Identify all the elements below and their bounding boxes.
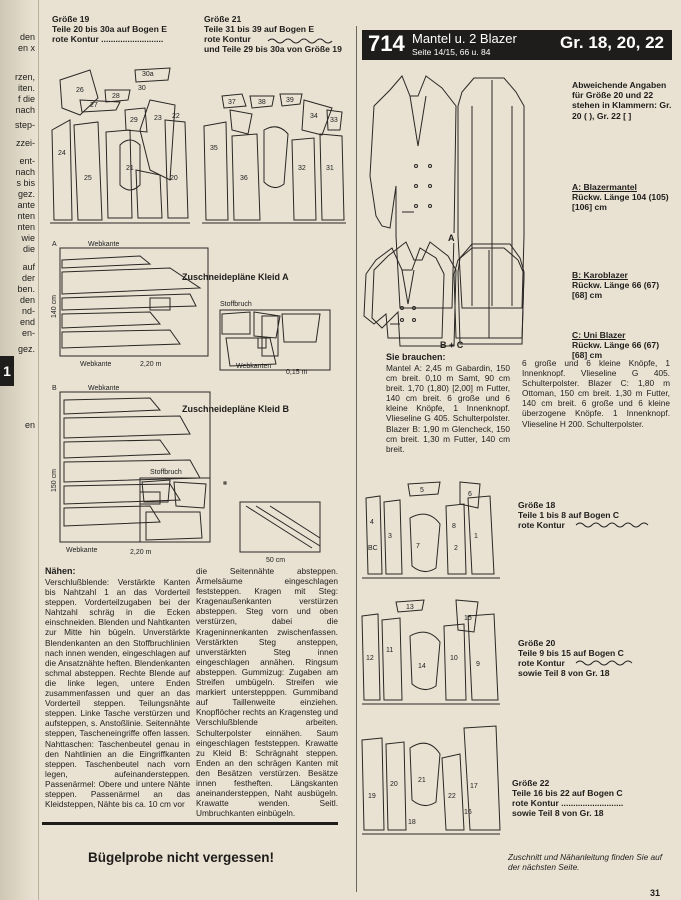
size22-line1: Teile 16 bis 22 auf Bogen C xyxy=(512,788,623,798)
plan-b-width-small: 50 cm xyxy=(266,557,286,564)
plan-b-corner: B xyxy=(52,385,57,392)
size18-line1: Teile 1 bis 8 auf Bogen C xyxy=(518,510,620,520)
piece-label: 39 xyxy=(286,97,294,104)
variant-note: Abweichende Angaben für Größe 20 und 22 stehen in Klammern: Gr. 20 ( ), Gr. 22 [ ] xyxy=(572,80,672,121)
size19-title: Größe 19 xyxy=(52,14,90,24)
size21-line3: und Teile 29 bis 30a von Größe 19 xyxy=(204,44,342,54)
piece-label: 20 xyxy=(390,781,398,788)
wavy-contour-mark xyxy=(576,522,648,528)
piece-label: 22 xyxy=(172,113,180,120)
page-number: 31 xyxy=(650,888,661,898)
size21-line1: Teile 31 bis 39 auf Bogen E xyxy=(204,24,315,34)
gutter-text: zzei- xyxy=(15,138,35,148)
piece-label: 30 xyxy=(138,85,146,92)
sewing-heading: Nähen: xyxy=(45,566,76,576)
piece-label: 1 xyxy=(474,533,478,540)
variant-b-desc: Rückw. Länge 66 (67) [68] cm xyxy=(572,280,660,301)
piece-label: 21 xyxy=(418,777,426,784)
piece-label: 30a xyxy=(142,71,154,78)
pattern-number: 714 xyxy=(368,31,405,56)
piece-label: 36 xyxy=(240,175,248,182)
gutter-text: nten xyxy=(17,211,35,221)
piece-label: 37 xyxy=(228,99,236,106)
piece-label: 6 xyxy=(468,491,472,498)
plan-a-selvage: Webkante xyxy=(88,241,120,248)
variant-label-a: A xyxy=(448,233,455,243)
pattern-pieces-size22 xyxy=(360,718,506,838)
piece-label: 19 xyxy=(368,793,376,800)
variant-c-title: C: Uni Blazer xyxy=(572,330,626,340)
piece-label: 26 xyxy=(76,87,84,94)
plan-a-corner: A xyxy=(52,241,57,248)
gutter-text: s bis xyxy=(16,178,35,188)
previous-page-gutter xyxy=(0,0,39,900)
piece-label: 11 xyxy=(386,647,394,654)
size20-line3: sowie Teil 8 von Gr. 18 xyxy=(518,668,610,678)
size19-line2: rote Kontur .......................... xyxy=(52,34,164,44)
piece-label: 32 xyxy=(298,165,306,172)
materials-column-2: 6 große und 6 kleine Knöpfe, 1 Innenknopf. Vlieseline G 405. Schulterpolster. Blazer C: 1,80 m Ottoman, 150 cm breit. 1,30 m Futter, 140 cm breit. 6 große und 6 kleine überzogene Knöpfe. 1 Innenknopf. Vlieseline H 200. Schulterpolster. xyxy=(522,358,670,429)
plan-a-fold: Stoffbruch xyxy=(220,301,252,308)
gutter-text: nach xyxy=(15,167,35,177)
gutter-text: auf xyxy=(22,262,35,272)
size20-line2: rote Kontur xyxy=(518,658,565,668)
piece-label: 27 xyxy=(90,102,98,109)
plan-a-height: 140 cm xyxy=(51,295,58,318)
size22-line3: sowie Teil 8 von Gr. 18 xyxy=(512,808,604,818)
size22-line2: rote Kontur .......................... xyxy=(512,798,624,808)
size20-line1: Teile 9 bis 15 auf Bogen C xyxy=(518,648,624,658)
column-divider xyxy=(356,26,357,892)
gutter-text: nten xyxy=(17,222,35,232)
footer-note: Zuschnitt und Nähanleitung finden Sie auf der nächsten Seite. xyxy=(508,852,663,872)
piece-label: 18 xyxy=(408,819,416,826)
variant-a-desc: Rückw. Länge 104 (105) [106] cm xyxy=(572,192,669,213)
plan-b-selvage-bottom: Webkante xyxy=(66,547,98,554)
plan-a-width-small: 0,15 m xyxy=(286,369,308,376)
piece-label: 34 xyxy=(310,113,318,120)
gutter-text: end xyxy=(19,317,35,327)
piece-label: 29 xyxy=(130,117,138,124)
piece-label: 25 xyxy=(84,175,92,182)
piece-label: 24 xyxy=(58,150,66,157)
gutter-text: en- xyxy=(21,328,35,338)
gutter-text: f die xyxy=(17,94,35,104)
pattern-pages: Seite 14/15, 66 u. 84 xyxy=(412,47,491,57)
piece-label: 31 xyxy=(326,165,334,172)
cutting-plan-a xyxy=(50,238,350,378)
piece-label: BC xyxy=(368,545,378,552)
gutter-text: ent- xyxy=(19,156,35,166)
gutter-text: den xyxy=(19,32,35,42)
gutter-text: gez. xyxy=(17,189,35,199)
pattern-pieces-size20 xyxy=(360,596,506,708)
gutter-text: en x xyxy=(17,43,35,53)
variant-label-bc: B + C xyxy=(440,340,464,350)
size18-line2: rote Kontur xyxy=(518,520,565,530)
piece-label: 2 xyxy=(454,545,458,552)
gutter-text: nach xyxy=(15,105,35,115)
pattern-pieces-size21 xyxy=(202,90,352,230)
plan-a-title: Zuschneidepläne Kleid A xyxy=(182,272,289,282)
piece-label: 4 xyxy=(370,519,374,526)
plan-b-title: Zuschneidepläne Kleid B xyxy=(182,404,290,414)
pattern-pieces-size19 xyxy=(50,60,195,230)
gutter-text: wie xyxy=(21,233,35,243)
size19-line1: Teile 20 bis 30a auf Bogen E xyxy=(52,24,167,34)
gutter-text: rzen, xyxy=(14,72,35,82)
size18-title: Größe 18 xyxy=(518,500,556,510)
plan-a-selvage-bottom: Webkante xyxy=(80,361,112,368)
plan-b-height: 150 cm xyxy=(51,469,58,492)
gutter-text: der xyxy=(21,273,35,283)
sewing-column-1: Verschlußblende: Verstärkte Kanten bis Nahtzahl 1 an das Vorderteil steppen. Vorderteilzugaben bei der Nahtzahl schräg in die Ecken einschneiden. Blenden und Nahtkanten zur Mitte hin bügeln. Unverstärkte Blendenkanten an den Stoffbruchlinien nach innen wenden, eingeschlagen auf die Ansatznähte heften. Blendenkanten schmal absteppen. Rechte Blende auf die linke legen, untere Enden zusammenfassen und quer an das Vorderteil steppen. Teilungsnähte steppen. Linke Tasche verstürzen und aufsteppen, s. Anstoßlinie. Seitennähte steppen, Tascheneingriffe offen lassen. Nahttaschen: Taschenbeutel genau in den Nahtlinien an die Eingriffkanten steppen. Taschenbeutel nach vorn legen, aufeinandersteppen. Passenärmel: Obere und untere Nähte steppen. Passenärmel an das Kleidsteppen, Nähte bis ca. 10 cm vor xyxy=(45,577,190,810)
pattern-title: Mantel u. 2 Blazer xyxy=(412,31,517,46)
pattern-sizes: Gr. 18, 20, 22 xyxy=(560,33,664,52)
bugelprobe-note: Bügelprobe nicht vergessen! xyxy=(88,850,275,865)
piece-label: 12 xyxy=(366,655,374,662)
piece-label: 3 xyxy=(388,533,392,540)
piece-label: 20 xyxy=(170,175,178,182)
gutter-text: en xyxy=(24,420,35,430)
plan-a-edges: Webkanten xyxy=(236,363,272,370)
gutter-text: gez. xyxy=(17,344,35,354)
pattern-pieces-size18 xyxy=(360,478,506,588)
piece-label: 17 xyxy=(470,783,478,790)
plan-a-width: 2,20 m xyxy=(140,361,162,368)
piece-label: 28 xyxy=(112,93,120,100)
variant-a-title: A: Blazermantel xyxy=(572,182,637,192)
piece-label: 23 xyxy=(154,115,162,122)
gutter-text: nd- xyxy=(21,306,35,316)
piece-label: 15 xyxy=(464,615,472,622)
piece-label: 22 xyxy=(448,793,456,800)
materials-heading: Sie brauchen: xyxy=(386,352,446,362)
gutter-text: iten. xyxy=(17,83,35,93)
piece-label: 5 xyxy=(420,487,424,494)
plan-b-width: 2,20 m xyxy=(130,549,152,556)
blazer-sketches xyxy=(362,244,552,344)
size20-title: Größe 20 xyxy=(518,638,556,648)
piece-label: 14 xyxy=(418,663,426,670)
divider-line xyxy=(42,822,338,825)
variant-c-desc: Rückw. Länge 66 (67) [68] cm xyxy=(572,340,660,361)
materials-column-1: Mantel A: 2,45 m Gabardin, 150 cm breit. 0,10 m Samt, 90 cm breit. 1,70 (1,80) [2,00] m Futter, 140 cm breit. 6 große und 6 kleine Knöpfe, 1 Innenknopf. Vlieseline G 405. Schulterpolster. Blazer B: 1,90 m Glencheck, 150 cm breit. 1,30 m Futter, 140 cm breit. xyxy=(386,363,510,454)
wavy-contour-mark xyxy=(576,660,636,666)
gutter-text: ante xyxy=(17,200,35,210)
piece-label: 7 xyxy=(416,543,420,550)
size21-title: Größe 21 xyxy=(204,14,242,24)
piece-label: 9 xyxy=(476,661,480,668)
sewing-column-2: die Seitennähte absteppen. Ärmelsäume eingeschlagen feststeppen. Kragen mit Steg: Kragenaußenkanten verstürzen absteppen. Steg vorn und oben verstürzen, dabei die Krageninnenkanten zwischenfassen. Verstärkten Steg ansteppen, unverstärkten Steg innen eingeschlagen annähen. Ringsum absteppen. Gummizug: Zugaben am Streifen umbügeln. Streifen wie markiert unterstepppen. Gummiband auf Taillenweite einziehen. Knopflöcher rechts an Kragensteg und Verschlußblende arbeiten. Schulterpolster einnähen. Saum eingeschlagen feststeppen. Krawatte zu Kleid B: Schrägnaht steppen. Enden an den schrägen Kanten mit den Besätzen verstürzen. Besätze innen festheften. Längskanten aneinandersteppen, Naht ausbügeln. Krawatte wenden. Seitl. Umbruchkanten einbügeln. xyxy=(196,566,338,819)
piece-label: 21 xyxy=(126,165,134,172)
piece-label: 38 xyxy=(258,99,266,106)
gutter-text: step- xyxy=(14,120,35,130)
piece-label: 10 xyxy=(450,655,458,662)
piece-label: 8 xyxy=(452,523,456,530)
piece-label: 16 xyxy=(464,809,472,816)
piece-label: 35 xyxy=(210,145,218,152)
variant-b-title: B: Karoblazer xyxy=(572,270,628,280)
plan-b-fold: Stoffbruch xyxy=(150,469,182,476)
gutter-text: ben. xyxy=(17,284,35,294)
plan-b-selvage: Webkante xyxy=(88,385,120,392)
gutter-text: den xyxy=(19,295,35,305)
pattern-header xyxy=(362,30,672,60)
piece-label: 13 xyxy=(406,604,414,611)
gutter-tab: 1 xyxy=(0,356,14,386)
piece-label: 33 xyxy=(330,117,338,124)
size22-title: Größe 22 xyxy=(512,778,550,788)
size21-line2: rote Kontur xyxy=(204,34,251,44)
gutter-text: die xyxy=(22,244,35,254)
